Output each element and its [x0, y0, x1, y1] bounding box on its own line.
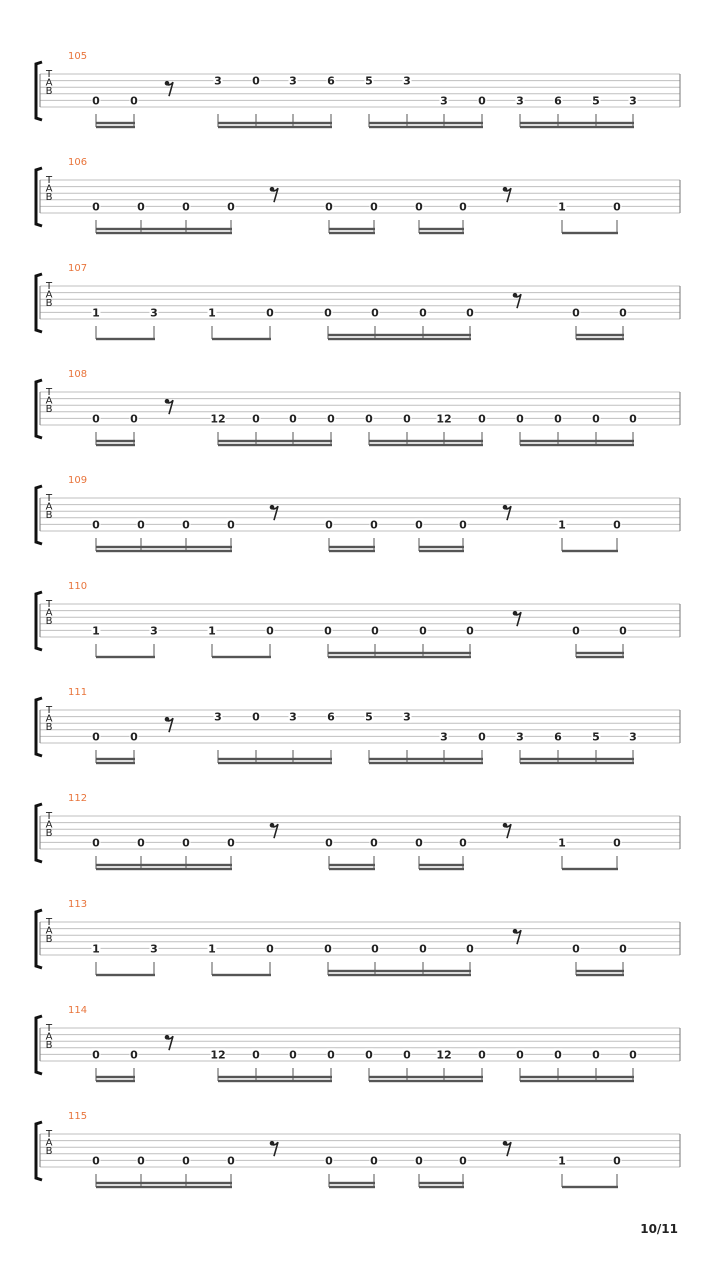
fret-number: 6: [327, 74, 335, 88]
fret-number: 1: [558, 518, 566, 532]
fret-number: 0: [371, 942, 379, 956]
fret-number: 0: [478, 1048, 486, 1062]
tab-clef-letter: T: [45, 811, 53, 822]
fret-number: 12: [210, 1048, 226, 1062]
tab-staff: [0, 1006, 720, 1112]
fret-number: 0: [92, 1154, 100, 1168]
note-beam: [218, 1080, 332, 1082]
note-beam: [369, 444, 483, 446]
tab-clef-letter: A: [45, 819, 53, 831]
fret-number: 3: [629, 730, 637, 744]
tab-clef-letter: A: [45, 289, 53, 301]
fret-number: 0: [92, 94, 100, 108]
note-beam: [419, 550, 464, 552]
fret-number: 3: [629, 94, 637, 108]
note-beam: [96, 444, 135, 446]
note-beam: [576, 656, 624, 658]
fret-number: 12: [210, 412, 226, 426]
tab-staff: [0, 52, 720, 158]
fret-number: 0: [370, 1154, 378, 1168]
fret-number: 0: [371, 624, 379, 638]
fret-number: 0: [403, 412, 411, 426]
system-bracket: [36, 910, 42, 968]
fret-number: 0: [365, 1048, 373, 1062]
system-bracket: [36, 1122, 42, 1180]
fret-number: 6: [327, 710, 335, 724]
tab-clef-letter: B: [45, 1146, 53, 1157]
fret-number: 12: [436, 412, 452, 426]
tab-system: [0, 158, 720, 264]
tab-system: [0, 1112, 720, 1218]
tab-staff: [0, 900, 720, 1006]
note-beam: [562, 550, 618, 552]
fret-number: 0: [613, 200, 621, 214]
fret-number: 0: [419, 942, 427, 956]
fret-number: 0: [403, 1048, 411, 1062]
tab-clef-letter: T: [45, 1023, 53, 1034]
note-beam: [96, 864, 232, 866]
fret-number: 0: [227, 200, 235, 214]
system-bracket: [36, 592, 42, 650]
fret-number: 0: [182, 836, 190, 850]
fret-number: 0: [419, 624, 427, 638]
note-beam: [369, 762, 483, 764]
fret-number: 0: [419, 306, 427, 320]
fret-number: 0: [325, 1154, 333, 1168]
note-beam: [96, 440, 135, 442]
fret-number: 0: [415, 518, 423, 532]
fret-number: 3: [440, 94, 448, 108]
fret-number: 0: [137, 836, 145, 850]
tab-clef-letter: A: [45, 925, 53, 937]
note-beam: [369, 758, 483, 760]
tab-clef-letter: A: [45, 501, 53, 513]
fret-number: 0: [252, 1048, 260, 1062]
note-beam: [562, 868, 618, 870]
fret-number: 0: [415, 836, 423, 850]
note-beam: [520, 440, 634, 442]
fret-number: 0: [92, 836, 100, 850]
fret-number: 1: [92, 624, 100, 638]
fret-number: 0: [252, 74, 260, 88]
fret-number: 0: [130, 730, 138, 744]
tab-system: [0, 582, 720, 688]
fret-number: 0: [182, 518, 190, 532]
tab-system: [0, 1006, 720, 1112]
tab-clef-letter: B: [45, 828, 53, 839]
fret-number: 3: [516, 730, 524, 744]
fret-number: 3: [403, 74, 411, 88]
fret-number: 0: [466, 306, 474, 320]
fret-number: 0: [619, 624, 627, 638]
note-beam: [329, 232, 375, 234]
fret-number: 0: [370, 836, 378, 850]
tab-clef-letter: B: [45, 934, 53, 945]
measure-number: 113: [68, 899, 88, 910]
note-beam: [328, 334, 471, 336]
fret-number: 0: [130, 94, 138, 108]
tab-clef-letter: A: [45, 1137, 53, 1149]
note-beam: [576, 334, 624, 336]
tab-staff: [0, 264, 720, 370]
note-beam: [218, 126, 332, 128]
tab-clef-letter: T: [45, 705, 53, 716]
measure-number: 106: [68, 157, 88, 168]
fret-number: 1: [92, 306, 100, 320]
note-beam: [218, 1076, 332, 1078]
measure-number: 107: [68, 263, 88, 274]
note-beam: [328, 656, 471, 658]
fret-number: 1: [208, 942, 216, 956]
tab-system: [0, 794, 720, 900]
fret-number: 0: [478, 730, 486, 744]
tab-clef-letter: T: [45, 493, 53, 504]
system-bracket: [36, 380, 42, 438]
note-beam: [96, 546, 232, 548]
fret-number: 0: [516, 412, 524, 426]
note-beam: [329, 550, 375, 552]
note-beam: [520, 444, 634, 446]
fret-number: 0: [266, 624, 274, 638]
tab-clef-letter: A: [45, 77, 53, 89]
note-beam: [576, 970, 624, 972]
fret-number: 0: [629, 412, 637, 426]
note-beam: [562, 232, 618, 234]
fret-number: 0: [266, 942, 274, 956]
tab-clef-letter: A: [45, 395, 53, 407]
note-beam: [212, 974, 271, 976]
fret-number: 0: [137, 200, 145, 214]
tab-system: [0, 264, 720, 370]
fret-number: 12: [436, 1048, 452, 1062]
fret-number: 0: [478, 94, 486, 108]
tab-system: [0, 900, 720, 1006]
fret-number: 3: [440, 730, 448, 744]
tab-staff: [0, 476, 720, 582]
note-beam: [96, 868, 232, 870]
fret-number: 3: [516, 94, 524, 108]
note-beam: [419, 546, 464, 548]
fret-number: 0: [365, 412, 373, 426]
fret-number: 0: [572, 942, 580, 956]
note-beam: [576, 652, 624, 654]
note-beam: [369, 1080, 483, 1082]
tab-clef-letter: B: [45, 510, 53, 521]
fret-number: 0: [370, 518, 378, 532]
fret-number: 0: [227, 518, 235, 532]
fret-number: 0: [629, 1048, 637, 1062]
note-beam: [576, 974, 624, 976]
measure-number: 108: [68, 369, 88, 380]
fret-number: 3: [150, 306, 158, 320]
note-beam: [96, 762, 135, 764]
note-beam: [96, 126, 135, 128]
fret-number: 5: [365, 710, 373, 724]
fret-number: 0: [554, 1048, 562, 1062]
fret-number: 0: [572, 306, 580, 320]
note-beam: [369, 440, 483, 442]
measure-number: 111: [68, 687, 88, 698]
fret-number: 5: [592, 94, 600, 108]
tab-clef-letter: A: [45, 183, 53, 195]
fret-number: 1: [208, 624, 216, 638]
system-bracket: [36, 698, 42, 756]
note-beam: [218, 444, 332, 446]
note-beam: [96, 232, 232, 234]
note-beam: [96, 122, 135, 124]
system-bracket: [36, 168, 42, 226]
tab-clef-letter: T: [45, 281, 53, 292]
fret-number: 3: [150, 942, 158, 956]
fret-number: 0: [182, 200, 190, 214]
measure-number: 110: [68, 581, 88, 592]
note-beam: [96, 974, 155, 976]
tab-clef-letter: B: [45, 192, 53, 203]
fret-number: 0: [572, 624, 580, 638]
tab-system: [0, 52, 720, 158]
note-beam: [96, 1186, 232, 1188]
note-beam: [329, 1186, 375, 1188]
system-bracket: [36, 804, 42, 862]
tab-staff: [0, 1112, 720, 1218]
fret-number: 0: [613, 1154, 621, 1168]
note-beam: [328, 652, 471, 654]
tab-clef-letter: T: [45, 69, 53, 80]
note-beam: [328, 974, 471, 976]
fret-number: 0: [92, 518, 100, 532]
fret-number: 0: [227, 836, 235, 850]
fret-number: 0: [592, 412, 600, 426]
measure-number: 109: [68, 475, 88, 486]
fret-number: 0: [252, 710, 260, 724]
tab-clef-letter: T: [45, 599, 53, 610]
fret-number: 0: [92, 730, 100, 744]
tab-staff: [0, 794, 720, 900]
fret-number: 0: [619, 942, 627, 956]
tab-clef-letter: T: [45, 175, 53, 186]
fret-number: 3: [289, 74, 297, 88]
note-beam: [419, 232, 464, 234]
fret-number: 0: [459, 518, 467, 532]
measure-number: 105: [68, 51, 88, 62]
note-beam: [520, 126, 634, 128]
note-beam: [212, 338, 271, 340]
note-beam: [520, 122, 634, 124]
fret-number: 0: [370, 200, 378, 214]
note-beam: [96, 1076, 135, 1078]
tab-clef-letter: T: [45, 387, 53, 398]
note-beam: [218, 440, 332, 442]
fret-number: 3: [150, 624, 158, 638]
fret-number: 3: [214, 74, 222, 88]
fret-number: 0: [415, 1154, 423, 1168]
fret-number: 0: [289, 1048, 297, 1062]
fret-number: 0: [92, 412, 100, 426]
note-beam: [218, 758, 332, 760]
note-beam: [328, 338, 471, 340]
fret-number: 0: [92, 200, 100, 214]
note-beam: [562, 1186, 618, 1188]
note-beam: [329, 864, 375, 866]
system-bracket: [36, 486, 42, 544]
fret-number: 5: [592, 730, 600, 744]
fret-number: 0: [613, 518, 621, 532]
fret-number: 0: [182, 1154, 190, 1168]
tab-clef-letter: A: [45, 607, 53, 619]
fret-number: 3: [214, 710, 222, 724]
fret-number: 0: [324, 306, 332, 320]
note-beam: [96, 758, 135, 760]
tab-clef-letter: B: [45, 404, 53, 415]
tab-clef-letter: B: [45, 616, 53, 627]
fret-number: 0: [613, 836, 621, 850]
tab-system: [0, 370, 720, 476]
fret-number: 0: [289, 412, 297, 426]
note-beam: [520, 762, 634, 764]
fret-number: 6: [554, 730, 562, 744]
fret-number: 0: [324, 942, 332, 956]
fret-number: 5: [365, 74, 373, 88]
fret-number: 0: [516, 1048, 524, 1062]
fret-number: 0: [130, 1048, 138, 1062]
fret-number: 0: [227, 1154, 235, 1168]
tab-clef-letter: B: [45, 86, 53, 97]
fret-number: 0: [459, 200, 467, 214]
tab-clef-letter: B: [45, 298, 53, 309]
note-beam: [369, 1076, 483, 1078]
measure-number: 115: [68, 1111, 88, 1122]
tab-clef-letter: A: [45, 713, 53, 725]
tab-staff: [0, 688, 720, 794]
note-beam: [212, 656, 271, 658]
note-beam: [520, 758, 634, 760]
note-beam: [419, 1182, 464, 1184]
fret-number: 1: [558, 200, 566, 214]
note-beam: [328, 970, 471, 972]
measure-number: 114: [68, 1005, 88, 1016]
note-beam: [419, 228, 464, 230]
tab-clef-letter: B: [45, 722, 53, 733]
note-beam: [96, 1080, 135, 1082]
fret-number: 1: [208, 306, 216, 320]
fret-number: 6: [554, 94, 562, 108]
tab-system: [0, 688, 720, 794]
note-beam: [96, 1182, 232, 1184]
fret-number: 0: [327, 412, 335, 426]
fret-number: 0: [466, 624, 474, 638]
fret-number: 1: [558, 1154, 566, 1168]
tab-clef-letter: T: [45, 917, 53, 928]
fret-number: 0: [325, 836, 333, 850]
measure-number: 112: [68, 793, 88, 804]
note-beam: [218, 122, 332, 124]
fret-number: 0: [137, 518, 145, 532]
note-beam: [520, 1080, 634, 1082]
fret-number: 0: [130, 412, 138, 426]
fret-number: 0: [371, 306, 379, 320]
note-beam: [96, 550, 232, 552]
tab-system: [0, 476, 720, 582]
note-beam: [520, 1076, 634, 1078]
tab-clef-letter: B: [45, 1040, 53, 1051]
tab-staff: [0, 582, 720, 688]
fret-number: 0: [466, 942, 474, 956]
tab-staff: [0, 370, 720, 476]
fret-number: 0: [415, 200, 423, 214]
fret-number: 0: [325, 518, 333, 532]
note-beam: [419, 1186, 464, 1188]
tab-clef-letter: A: [45, 1031, 53, 1043]
page-number: 10/11: [640, 1222, 678, 1236]
tab-clef-letter: T: [45, 1129, 53, 1140]
note-beam: [329, 546, 375, 548]
fret-number: 0: [252, 412, 260, 426]
fret-number: 3: [403, 710, 411, 724]
fret-number: 0: [459, 1154, 467, 1168]
note-beam: [96, 228, 232, 230]
note-beam: [369, 122, 483, 124]
fret-number: 0: [554, 412, 562, 426]
fret-number: 0: [478, 412, 486, 426]
fret-number: 3: [289, 710, 297, 724]
note-beam: [419, 868, 464, 870]
note-beam: [96, 656, 155, 658]
note-beam: [329, 1182, 375, 1184]
note-beam: [419, 864, 464, 866]
system-bracket: [36, 274, 42, 332]
fret-number: 0: [327, 1048, 335, 1062]
note-beam: [369, 126, 483, 128]
fret-number: 1: [92, 942, 100, 956]
system-bracket: [36, 62, 42, 120]
note-beam: [218, 762, 332, 764]
note-beam: [96, 338, 155, 340]
note-beam: [576, 338, 624, 340]
fret-number: 0: [459, 836, 467, 850]
fret-number: 0: [325, 200, 333, 214]
note-beam: [329, 228, 375, 230]
fret-number: 0: [266, 306, 274, 320]
fret-number: 0: [619, 306, 627, 320]
system-bracket: [36, 1016, 42, 1074]
fret-number: 0: [137, 1154, 145, 1168]
fret-number: 0: [592, 1048, 600, 1062]
fret-number: 0: [324, 624, 332, 638]
fret-number: 0: [92, 1048, 100, 1062]
tab-staff: [0, 158, 720, 264]
fret-number: 1: [558, 836, 566, 850]
note-beam: [329, 868, 375, 870]
